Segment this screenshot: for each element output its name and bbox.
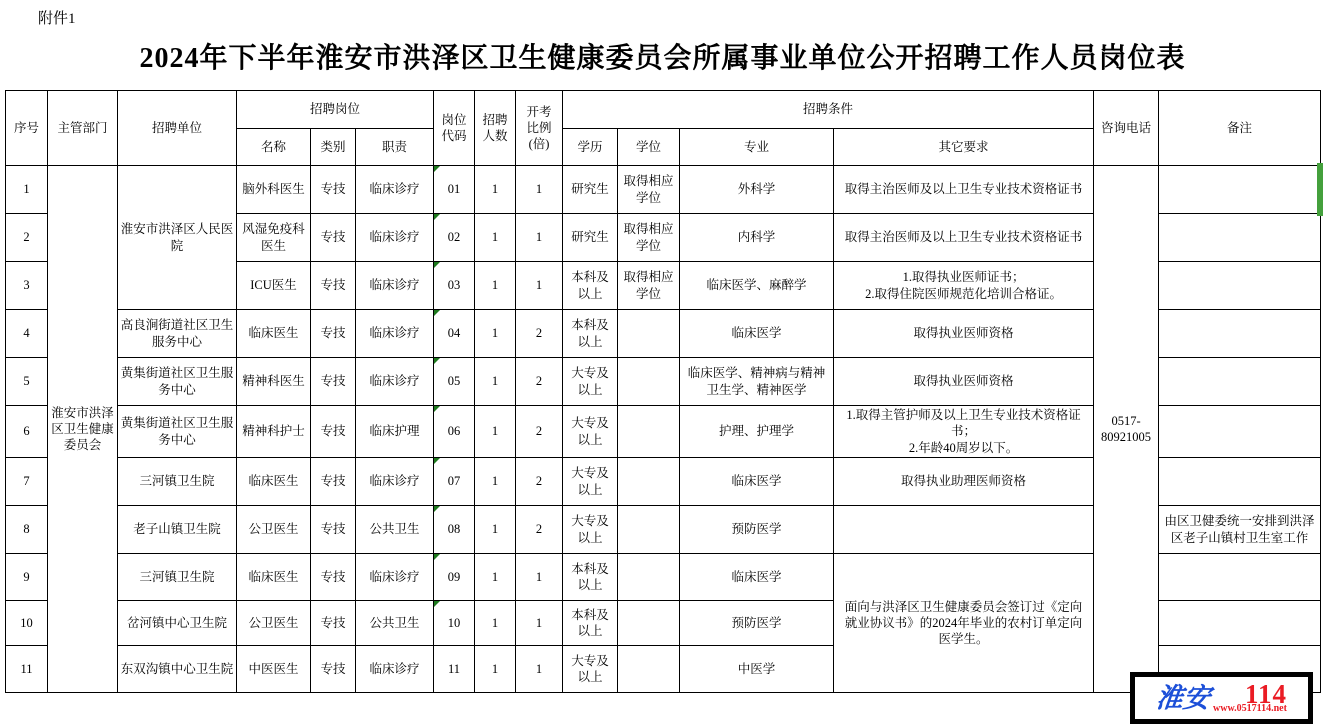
cell-category: 专技 <box>311 458 356 506</box>
cell-duty: 临床诊疗 <box>356 646 434 693</box>
cell-seq: 2 <box>6 214 48 262</box>
watermark-right-block <box>1213 678 1287 715</box>
cell-education: 大专及 以上 <box>563 646 618 693</box>
header-major: 专业 <box>680 129 834 166</box>
cell-name: 精神科护士 <box>237 406 311 458</box>
cell-ratio: 1 <box>516 601 563 646</box>
cell-major: 中医学 <box>680 646 834 693</box>
cell-degree <box>618 406 680 458</box>
page-title: 2024年下半年淮安市洪泽区卫生健康委员会所属事业单位公开招聘工作人员岗位表 <box>139 43 1186 74</box>
cell-ratio: 1 <box>516 646 563 693</box>
cell-degree <box>618 646 680 693</box>
cell-category: 专技 <box>311 358 356 406</box>
cell-major: 临床医学 <box>680 310 834 358</box>
cell-seq: 7 <box>6 458 48 506</box>
cell-name: 公卫医生 <box>237 601 311 646</box>
cell-duty: 临床诊疗 <box>356 262 434 310</box>
cell-code: 04 <box>434 310 475 358</box>
cell-unit: 三河镇卫生院 <box>118 458 237 506</box>
table-row <box>6 166 1321 214</box>
cell-degree: 取得相应 学位 <box>618 166 680 214</box>
header-seq: 序号 <box>6 91 48 166</box>
cell-name: 中医医生 <box>237 646 311 693</box>
header-position-group: 招聘岗位 <box>237 91 434 129</box>
cell-name: 脑外科医生 <box>237 166 311 214</box>
cell-duty: 公共卫生 <box>356 601 434 646</box>
cell-education: 大专及 以上 <box>563 358 618 406</box>
cell-ratio: 1 <box>516 214 563 262</box>
cell-unit: 三河镇卫生院 <box>118 554 237 601</box>
header-headcount: 招聘 人数 <box>475 91 516 166</box>
cell-degree <box>618 554 680 601</box>
cell-code: 05 <box>434 358 475 406</box>
cell-major: 临床医学 <box>680 458 834 506</box>
cell-ratio: 1 <box>516 262 563 310</box>
header-department: 主管部门 <box>48 91 118 166</box>
cell-seq: 10 <box>6 601 48 646</box>
cell-remark <box>1159 406 1321 458</box>
cell-phone: 0517- 80921005 <box>1094 166 1159 693</box>
cell-headcount: 1 <box>475 358 516 406</box>
cell-other: 取得执业医师资格 <box>834 358 1094 406</box>
cell-remark <box>1159 166 1321 214</box>
cell-education: 大专及 以上 <box>563 458 618 506</box>
recruitment-table <box>5 90 1321 693</box>
cell-degree <box>618 310 680 358</box>
cell-seq: 8 <box>6 506 48 554</box>
cell-name: 临床医生 <box>237 554 311 601</box>
cell-code: 03 <box>434 262 475 310</box>
cell-department: 淮安市洪泽 区卫生健康 委员会 <box>48 166 118 693</box>
cell-name: 风湿免疫科 医生 <box>237 214 311 262</box>
cell-other <box>834 506 1094 554</box>
attachment-label: 附件1 <box>38 11 76 27</box>
cell-unit: 老子山镇卫生院 <box>118 506 237 554</box>
cell-remark <box>1159 310 1321 358</box>
cell-code: 02 <box>434 214 475 262</box>
cell-headcount: 1 <box>475 601 516 646</box>
header-conditions-group: 招聘条件 <box>563 91 1094 129</box>
cell-seq: 1 <box>6 166 48 214</box>
cell-major: 临床医学、麻醉学 <box>680 262 834 310</box>
cell-duty: 临床诊疗 <box>356 358 434 406</box>
cell-education: 本科及 以上 <box>563 310 618 358</box>
header-degree: 学位 <box>618 129 680 166</box>
cell-degree <box>618 358 680 406</box>
header-remark: 备注 <box>1159 91 1321 166</box>
cell-unit: 黄集街道社区卫生服 务中心 <box>118 358 237 406</box>
cell-other: 面向与洪泽区卫生健康委员会签订过《定向 就业协议书》的2024年毕业的农村订单定向 医学生。 <box>834 554 1094 693</box>
cell-education: 研究生 <box>563 166 618 214</box>
cell-ratio: 1 <box>516 166 563 214</box>
header-duty: 职责 <box>356 129 434 166</box>
cell-category: 专技 <box>311 214 356 262</box>
site-watermark <box>1130 672 1313 724</box>
cell-name: 临床医生 <box>237 310 311 358</box>
header-category: 类别 <box>311 129 356 166</box>
cell-degree <box>618 458 680 506</box>
cell-other: 取得主治医师及以上卫生专业技术资格证书 <box>834 166 1094 214</box>
site-watermark-inner <box>1135 677 1308 719</box>
excel-selection-bar <box>1317 163 1323 216</box>
cell-education: 研究生 <box>563 214 618 262</box>
header-other: 其它要求 <box>834 129 1094 166</box>
cell-category: 专技 <box>311 262 356 310</box>
cell-major: 临床医学 <box>680 554 834 601</box>
cell-degree: 取得相应 学位 <box>618 262 680 310</box>
cell-unit: 岔河镇中心卫生院 <box>118 601 237 646</box>
cell-duty: 公共卫生 <box>356 506 434 554</box>
cell-other: 1.取得主管护师及以上卫生专业技术资格证 书； 2.年龄40周岁以下。 <box>834 406 1094 458</box>
cell-remark: 由区卫健委统一安排到洪泽 区老子山镇村卫生室工作 <box>1159 506 1321 554</box>
cell-education: 本科及 以上 <box>563 554 618 601</box>
cell-major: 临床医学、精神病与精神 卫生学、精神医学 <box>680 358 834 406</box>
cell-other: 取得主治医师及以上卫生专业技术资格证书 <box>834 214 1094 262</box>
cell-degree <box>618 601 680 646</box>
cell-seq: 5 <box>6 358 48 406</box>
cell-headcount: 1 <box>475 506 516 554</box>
cell-ratio: 2 <box>516 406 563 458</box>
cell-major: 护理、护理学 <box>680 406 834 458</box>
cell-category: 专技 <box>311 601 356 646</box>
cell-ratio: 1 <box>516 554 563 601</box>
header-code: 岗位 代码 <box>434 91 475 166</box>
header-ratio: 开考 比例 (倍) <box>516 91 563 166</box>
header-unit: 招聘单位 <box>118 91 237 166</box>
cell-name: 公卫医生 <box>237 506 311 554</box>
header-phone: 咨询电话 <box>1094 91 1159 166</box>
cell-category: 专技 <box>311 554 356 601</box>
cell-seq: 9 <box>6 554 48 601</box>
cell-remark <box>1159 601 1321 646</box>
cell-seq: 6 <box>6 406 48 458</box>
watermark-url: www.0517114.net <box>1213 703 1287 715</box>
cell-other: 取得执业助理医师资格 <box>834 458 1094 506</box>
cell-duty: 临床护理 <box>356 406 434 458</box>
cell-category: 专技 <box>311 166 356 214</box>
cell-headcount: 1 <box>475 458 516 506</box>
cell-unit: 淮安市洪泽区人民医 院 <box>118 166 237 310</box>
cell-duty: 临床诊疗 <box>356 166 434 214</box>
cell-code: 08 <box>434 506 475 554</box>
watermark-logo-text: 淮安 <box>1154 682 1212 713</box>
cell-ratio: 2 <box>516 506 563 554</box>
cell-ratio: 2 <box>516 310 563 358</box>
cell-unit: 黄集街道社区卫生服 务中心 <box>118 406 237 458</box>
cell-code: 09 <box>434 554 475 601</box>
cell-headcount: 1 <box>475 646 516 693</box>
cell-remark <box>1159 262 1321 310</box>
cell-major: 预防医学 <box>680 506 834 554</box>
cell-unit: 高良涧街道社区卫生 服务中心 <box>118 310 237 358</box>
cell-remark <box>1159 214 1321 262</box>
cell-code: 01 <box>434 166 475 214</box>
cell-headcount: 1 <box>475 406 516 458</box>
cell-headcount: 1 <box>475 214 516 262</box>
cell-category: 专技 <box>311 646 356 693</box>
cell-headcount: 1 <box>475 262 516 310</box>
cell-name: 临床医生 <box>237 458 311 506</box>
cell-duty: 临床诊疗 <box>356 310 434 358</box>
cell-major: 外科学 <box>680 166 834 214</box>
cell-seq: 11 <box>6 646 48 693</box>
cell-duty: 临床诊疗 <box>356 458 434 506</box>
cell-duty: 临床诊疗 <box>356 214 434 262</box>
cell-remark <box>1159 554 1321 601</box>
cell-name: ICU医生 <box>237 262 311 310</box>
cell-seq: 3 <box>6 262 48 310</box>
cell-ratio: 2 <box>516 458 563 506</box>
cell-seq: 4 <box>6 310 48 358</box>
cell-education: 大专及 以上 <box>563 506 618 554</box>
cell-headcount: 1 <box>475 310 516 358</box>
cell-category: 专技 <box>311 506 356 554</box>
cell-code: 07 <box>434 458 475 506</box>
cell-category: 专技 <box>311 310 356 358</box>
cell-other: 1.取得执业医师证书； 2.取得住院医师规范化培训合格证。 <box>834 262 1094 310</box>
header-row-1 <box>6 91 1321 129</box>
cell-code: 06 <box>434 406 475 458</box>
cell-remark <box>1159 358 1321 406</box>
cell-education: 大专及 以上 <box>563 406 618 458</box>
cell-ratio: 2 <box>516 358 563 406</box>
header-education: 学历 <box>563 129 618 166</box>
cell-major: 内科学 <box>680 214 834 262</box>
cell-unit: 东双沟镇中心卫生院 <box>118 646 237 693</box>
cell-education: 本科及 以上 <box>563 601 618 646</box>
cell-code: 11 <box>434 646 475 693</box>
cell-other: 取得执业医师资格 <box>834 310 1094 358</box>
header-name: 名称 <box>237 129 311 166</box>
watermark-number: 114 <box>1244 678 1287 709</box>
cell-name: 精神科医生 <box>237 358 311 406</box>
cell-headcount: 1 <box>475 166 516 214</box>
cell-remark <box>1159 458 1321 506</box>
cell-duty: 临床诊疗 <box>356 554 434 601</box>
cell-major: 预防医学 <box>680 601 834 646</box>
cell-headcount: 1 <box>475 554 516 601</box>
cell-degree: 取得相应 学位 <box>618 214 680 262</box>
cell-education: 本科及 以上 <box>563 262 618 310</box>
cell-degree <box>618 506 680 554</box>
cell-code: 10 <box>434 601 475 646</box>
cell-category: 专技 <box>311 406 356 458</box>
